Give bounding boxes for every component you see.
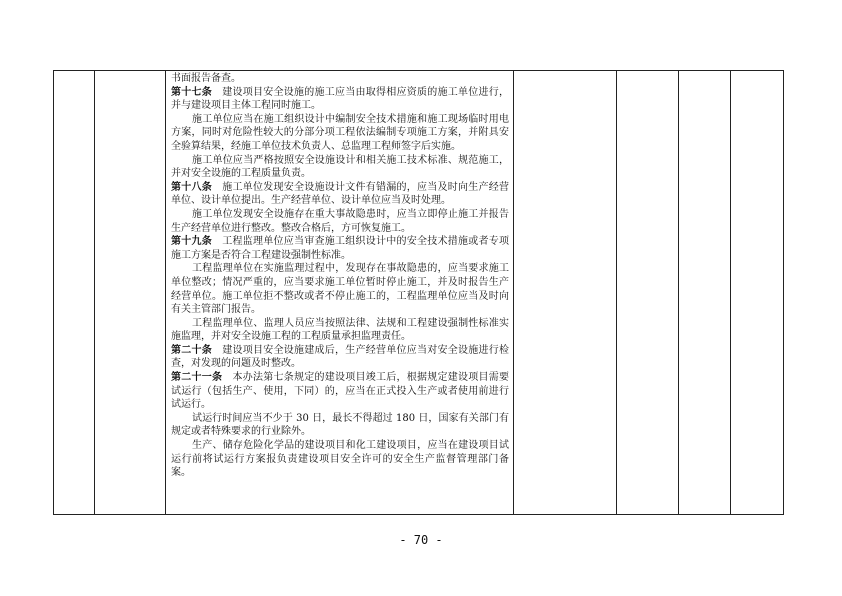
regulation-text-cell [171,72,509,480]
article-heading: 第十九条 [171,236,212,248]
column-divider [513,70,514,515]
article-paragraph: 第十八条 施工单位发现安全设施设计文件有错漏的，应当及时向生产经营单位、设计单位提出。生产经营单位、设计单位应当及时处理。 [171,181,509,207]
article-paragraph: 第十七条 建设项目安全设施的施工应当由取得相应资质的施工单位进行，并与建设项目主体工程同时施工。 [171,86,509,112]
article-paragraph: 第十九条 工程监理单位应当审查施工组织设计中的安全技术措施或者专项施工方案是否符合工程建设强制性标准。 [171,236,509,261]
column-divider [53,70,54,515]
article-heading: 第二十一条 [171,372,223,384]
column-divider [616,70,617,515]
article-heading: 第十七条 [171,86,212,98]
article-heading: 第十八条 [171,181,212,193]
article-paragraph: 第二十条 建设项目安全设施建成后，生产经营单位应当对安全设施进行检查，对发现的问题及时整改。 [171,344,509,370]
article-heading: 第二十条 [171,344,212,356]
article-paragraph: 第二十一条 本办法第七条规定的建设项目竣工后，根据规定建设项目需要试运行（包括生产、使用，下同）的，应当在正式投入生产或者使用前进行试运行。 [171,372,509,411]
paragraph: 施工单位发现安全设施存在重大事故隐患时，应当立即停止施工并报告生产经营单位进行整改。整改合格后，方可恢复施工。 [171,208,509,234]
paragraph: 施工单位应当在施工组织设计中编制安全技术措施和施工现场临时用电方案，同时对危险性较大的分部分项工程依法编制专项施工方案，并附具安全验算结果，经施工单位技术负责人、总监理工程师签字后实施。 [171,113,509,152]
table-top-border [53,70,784,71]
column-divider [730,70,731,515]
column-divider [94,70,95,515]
paragraph: 工程监理单位、监理人员应当按照法律、法规和工程建设强制性标准实施监理，并对安全设施工程的工程质量承担监理责任。 [171,317,509,343]
table-bottom-border [53,514,784,515]
page-number: - 70 - [399,533,443,547]
paragraph: 书面报告备查。 [171,73,241,84]
paragraph: 施工单位应当严格按照安全设施设计和相关施工技术标准、规范施工，并对安全设施的工程质量负责。 [171,154,509,180]
column-divider [783,70,784,515]
paragraph: 生产、储存危险化学品的建设项目和化工建设项目，应当在建设项目试运行前将试运行方案报负责建设项目安全许可的安全生产监督管理部门备案。 [171,440,509,479]
paragraph: 试运行时间应当不少于 30 日，最长不得超过 180 日，国家有关部门有规定或者特殊要求的行业除外。 [171,412,509,438]
paragraph: 工程监理单位在实施监理过程中，发现存在事故隐患的，应当要求施工单位整改；情况严重的，应当要求施工单位暂时停止施工，并及时报告生产经营单位。施工单位拒不整改或者不停止施工的，工程监理单位应当及时向有关主管部门报告。 [171,263,509,316]
column-divider [678,70,679,515]
column-divider [165,70,166,515]
